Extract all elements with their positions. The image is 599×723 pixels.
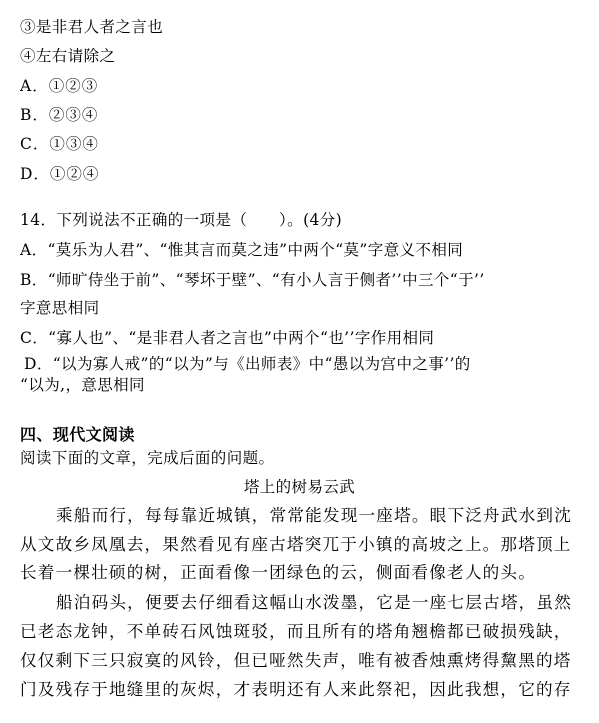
article-title: 塔上的树易云武 (243, 478, 356, 496)
question-14-option-b-line2: 字意思相同 (20, 299, 100, 317)
option-b: B．②③④ (20, 106, 99, 124)
paragraph-1-line: 从文故乡凤凰去，果然看见有座古塔突兀于小镇的高坡之上。那塔顶上 (20, 535, 572, 554)
question-14-option-a: A．“莫乐为人君”、“惟其言而莫之违”中两个“莫”字意义不相同 (20, 241, 464, 259)
paragraph-2-line: 仅仅剩下三只寂寞的风铃，但已哑然失声，唯有被香烛熏烤得黧黑的塔 (20, 651, 572, 670)
question-14-option-c: C．“寡人也”、“是非君人者之言也”中两个“也’’字作用相同 (20, 329, 435, 347)
question-14-option-b-line1: B．“师旷侍坐于前”、“琴坏于壁”、“有小人言于侧者’’中三个“于’’ (20, 271, 485, 289)
section-heading: 四、现代文阅读 (20, 425, 135, 444)
option-c: C．①③④ (20, 135, 99, 153)
paragraph-1-line: 长着一棵壮硕的树，正面看像一团绿色的云，侧面看像老人的头。 (20, 563, 537, 582)
paragraph-2-line: 船泊码头，便要去仔细看这幅山水泼墨，它是一座七层古塔，虽然 (56, 593, 573, 612)
paragraph-2-line: 门及残存于地缝里的灰烬，才表明还有人来此祭祀，因此我想，它的存 (20, 680, 572, 699)
item-4: ④左右请除之 (20, 47, 116, 65)
section-instruction: 阅读下面的文章，完成后面的问题。 (20, 449, 275, 467)
question-14-option-d-line2: “以为,，意思相同 (20, 376, 145, 394)
paragraph-1-line: 乘船而行，每每靠近城镇，常常能发现一座塔。眼下泛舟武水到沈 (56, 506, 573, 525)
option-a: A．①②③ (20, 77, 99, 95)
item-3: ③是非君人者之言也 (20, 18, 164, 36)
question-14-option-d-line1: D．“以为寡人戒”的“以为”与《出师表》中“愚以为宫中之事’’的 (24, 355, 471, 373)
option-d: D．①②④ (20, 165, 100, 183)
paragraph-2-line: 已老态龙钟，不单砖石风蚀斑驳，而且所有的塔角翘檐都已破损残缺， (20, 622, 572, 641)
question-14-stem: 14．下列说法不正确的一项是（ ）。(4分) (20, 211, 343, 229)
